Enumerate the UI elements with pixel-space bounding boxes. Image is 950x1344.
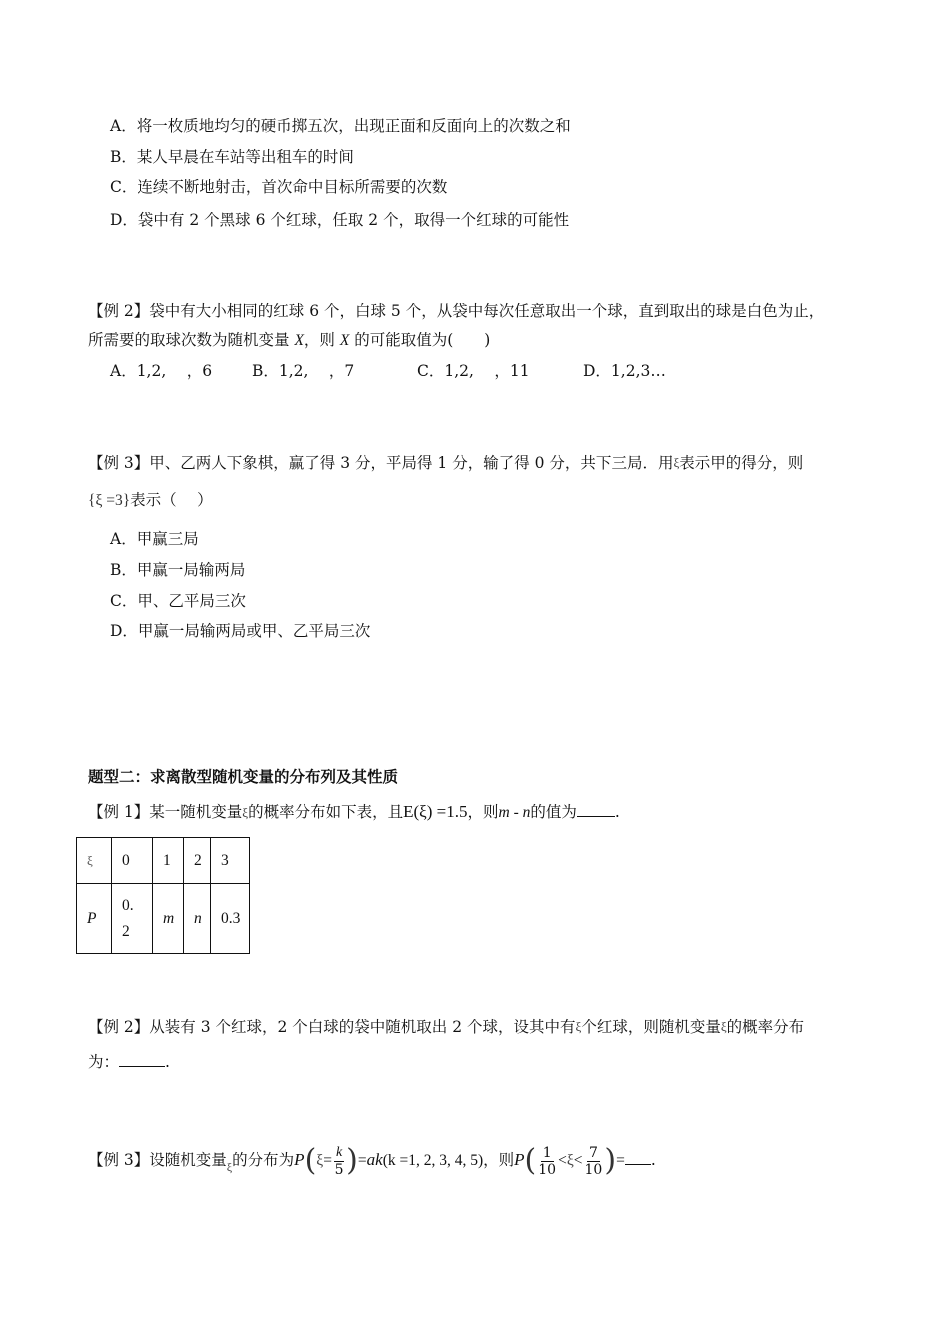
option-c: C．连续不断地射击，首次命中目标所需要的次数 <box>110 178 448 196</box>
paren: ) <box>604 1143 617 1178</box>
text: 表示甲的得分，则 <box>679 454 804 472</box>
lt: < <box>558 1152 567 1169</box>
section-2-example-1 <box>88 800 620 824</box>
example-3-option-d: D．甲赢一局输两局或甲、乙平局三次 <box>110 622 371 640</box>
eq: = <box>357 1152 367 1169</box>
denominator: 10 <box>584 1161 603 1178</box>
numerator: 7 <box>588 1144 598 1161</box>
text: 个红球，则随机变量 <box>581 1018 721 1036</box>
table-cell: 0. 2 <box>112 884 153 954</box>
text: 的值为 <box>530 803 577 821</box>
xi-symbol: ξ <box>226 1160 233 1174</box>
section-2-example-3 <box>88 1140 656 1182</box>
text: 表示（ ） <box>130 491 213 509</box>
option-b: B．某人早晨在车站等出租车的时间 <box>110 148 354 166</box>
example-3-option-b: B．甲赢一局输两局 <box>110 561 246 579</box>
var-x: X <box>294 332 304 349</box>
table-cell: 2 <box>184 838 211 884</box>
m-minus-n: m - n <box>498 804 531 821</box>
xi-symbol: ξ <box>720 1019 727 1034</box>
answer-blank <box>625 1148 651 1165</box>
section-2-example-2-line1 <box>88 1016 804 1038</box>
text: 【例 3】甲、乙两人下象棋，赢了得 3 分，平局得 1 分，输了得 0 分，共下三局．用 <box>88 454 674 472</box>
text: 的概率分布如下表，且 <box>248 803 404 821</box>
eq: = <box>323 1152 332 1169</box>
text: 为： <box>88 1053 120 1071</box>
xi-symbol: ξ <box>242 805 249 820</box>
text: 的可能取值为( ) <box>349 331 491 349</box>
text: 的分布为 <box>232 1151 295 1169</box>
answer-blank <box>577 800 615 817</box>
text: ，则 <box>467 803 499 821</box>
denominator: 5 <box>334 1161 344 1178</box>
text: . <box>165 1053 170 1071</box>
text: . <box>614 803 620 821</box>
paren: ) <box>346 1143 358 1178</box>
table-row <box>77 838 250 884</box>
xi-symbol: ξ <box>566 1152 574 1169</box>
fraction-7-over-10 <box>585 1145 603 1178</box>
text: . <box>650 1151 656 1169</box>
section-2-title: 题型二：求离散型随机变量的分布列及其性质 <box>88 767 399 786</box>
fraction-1-over-10 <box>538 1145 556 1178</box>
eq: = <box>616 1152 625 1169</box>
probability-table <box>76 837 250 954</box>
text: ，则 <box>303 331 340 349</box>
example-2-option-a: A．1,2, ，6 <box>110 362 213 380</box>
xi-symbol: ξ <box>673 455 680 470</box>
example-3-option-a: A．甲赢三局 <box>110 530 199 548</box>
fraction-k-over-5 <box>334 1145 344 1178</box>
text: ，则 <box>483 1151 515 1169</box>
k-range: (k =1, 2, 3, 4, 5) <box>382 1152 484 1169</box>
example-3-option-c: C．甲、乙平局三次 <box>110 592 246 610</box>
p-symbol: P <box>294 1150 305 1169</box>
paren: ( <box>524 1143 537 1178</box>
example-2-line2 <box>88 329 490 352</box>
var-x: X <box>339 332 350 349</box>
p-symbol: P <box>514 1150 525 1169</box>
table-cell: P <box>77 884 112 954</box>
example-2-option-b: B．1,2, ，7 <box>252 362 355 380</box>
table-cell: 1 <box>153 838 184 884</box>
ak-term: ak <box>366 1150 383 1169</box>
option-a: A．将一枚质地均匀的硬币掷五次，出现正面和反面向上的次数之和 <box>110 117 571 135</box>
table-cell: m <box>153 884 184 954</box>
numerator: k <box>335 1144 343 1160</box>
lt: < <box>573 1152 583 1169</box>
example-2-option-c: C．1,2, ，11 <box>417 362 530 380</box>
example-3-line1 <box>88 452 803 474</box>
xi-symbol: ξ <box>575 1019 582 1034</box>
answer-blank <box>119 1050 165 1067</box>
numerator: 1 <box>542 1144 552 1161</box>
example-2-option-d: D．1,2,3… <box>583 362 666 380</box>
xi-symbol: ξ <box>316 1152 324 1169</box>
brace-expression: {ξ =3} <box>88 492 131 509</box>
table-cell: 3 <box>211 838 250 884</box>
table-row <box>77 884 250 954</box>
denominator: 10 <box>538 1161 557 1178</box>
table-cell: 0.3 <box>211 884 250 954</box>
table-cell: ξ <box>77 838 112 884</box>
option-d: D．袋中有 2 个黑球 6 个红球，任取 2 个，取得一个红球的可能性 <box>110 211 570 229</box>
text: 的概率分布 <box>726 1018 805 1036</box>
text: 【例 3】设随机变量 <box>88 1151 227 1169</box>
table-cell: 0 <box>112 838 153 884</box>
expectation: E(ξ) =1.5 <box>403 802 468 821</box>
table-cell: n <box>184 884 211 954</box>
example-2-line1: 【例 2】袋中有大小相同的红球 6 个，白球 5 个，从袋中每次任意取出一个球，直到取出的球是白色为止， <box>88 302 825 320</box>
section-2-example-2-line2 <box>88 1050 170 1073</box>
text: 【例 2】从装有 3 个红球，2 个白球的袋中随机取出 2 个球，设其中有 <box>88 1018 576 1036</box>
text: 【例 1】某一随机变量 <box>88 803 243 821</box>
text: 所需要的取球次数为随机变量 <box>88 331 295 349</box>
paren: ( <box>304 1143 317 1178</box>
example-3-line2 <box>88 489 213 512</box>
